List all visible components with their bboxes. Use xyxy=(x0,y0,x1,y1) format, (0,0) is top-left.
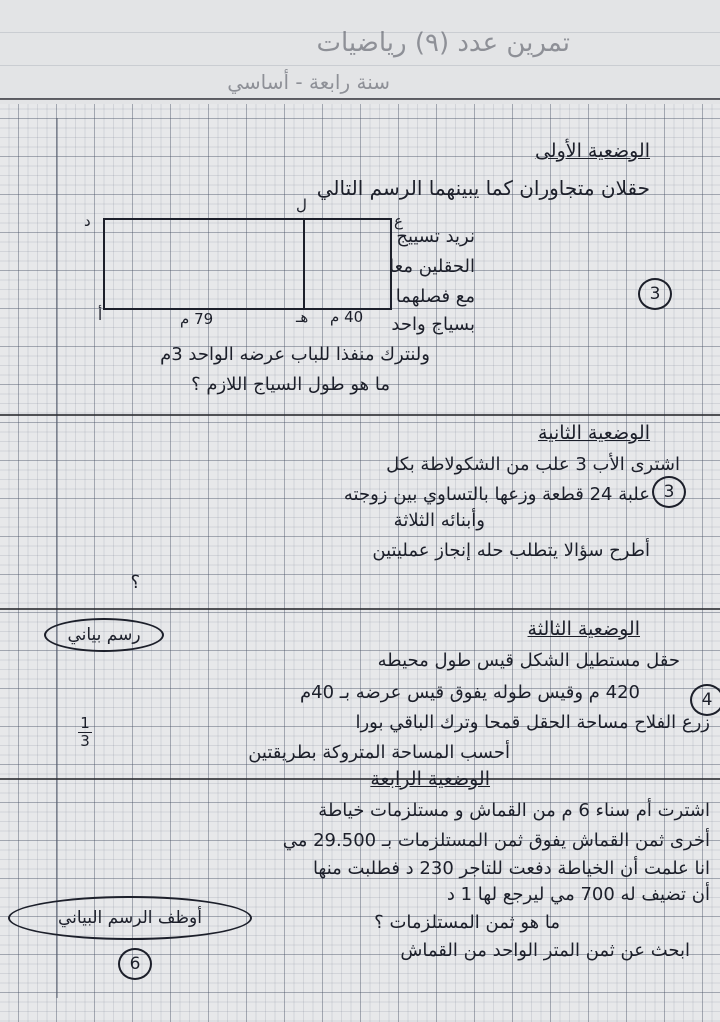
field-divider xyxy=(303,218,305,308)
situation3-line1: حقل مستطيل الشكل قيس طول محيطه xyxy=(377,650,680,671)
situation4-line4: أن تضيف له 700 مي ليرجع لها 1 د xyxy=(446,884,710,905)
situation2-line2: علبة 24 قطعة وزعها بالتساوي بين زوجته xyxy=(343,484,650,505)
situation1-side1: نريد تسييج xyxy=(396,226,475,247)
situation3-line2: 420 م وقيس طوله يفوق قيس عرضه بـ 40م xyxy=(299,682,640,703)
length-right: 40 م xyxy=(330,308,364,326)
situation1-side4: بسياج واحد xyxy=(391,314,475,335)
corner-d: د xyxy=(84,212,91,230)
situation3-fraction xyxy=(78,716,92,749)
situation3-heading: الوضعية الثالثة xyxy=(527,618,640,640)
divider-3 xyxy=(0,778,720,780)
situation2-heading: الوضعية الثانية xyxy=(538,422,650,444)
situation2-line4: أطرح سؤالا يتطلب حله إنجاز عمليتين xyxy=(372,540,650,561)
situation4-line6: ابحث عن ثمن المتر الواحد من القماش xyxy=(400,940,690,961)
situation4-heading: الوضعية الرابعة xyxy=(370,768,490,790)
fraction-denominator: 3 xyxy=(80,732,90,750)
page-title: تمرين عدد (٩) رياضيات xyxy=(316,28,570,58)
fraction-numerator: 1 xyxy=(80,714,90,732)
field-rectangle xyxy=(103,218,392,310)
situation1-bottom2: ما هو طول السياج اللازم ؟ xyxy=(191,374,390,395)
margin-line xyxy=(56,118,58,998)
situation1-line1: حقلان متجاوران كما يبينهما الرسم التالي xyxy=(316,176,650,200)
corner-mid: هـ xyxy=(296,308,309,326)
situation1-bottom1: ولنترك منفذا للباب عرضه الواحد 3م xyxy=(160,344,430,365)
situation4-line1: اشترت أم سناء 6 م من القماش و مستلزمات خياطة xyxy=(318,800,710,821)
length-left: 79 م xyxy=(180,310,214,328)
divider-2 xyxy=(0,608,720,610)
situation1-side3: مع فصلهما xyxy=(395,286,475,307)
situation1-score: 3 xyxy=(638,278,672,310)
situation3-score: 4 xyxy=(690,684,720,716)
situation2-line3: وأبنائه الثلاثة xyxy=(393,510,485,531)
corner-top: ل xyxy=(296,196,307,214)
situation3-line4: أحسب المساحة المتروكة بطريقتين xyxy=(248,742,510,763)
situation3-line3: زرع الفلاح مساحة الحقل قمحا وترك الباقي بورا xyxy=(355,712,710,733)
situation4-oval-label: أوظف الرسم البياني xyxy=(8,896,252,940)
situation1-side2: الحقلين معا xyxy=(389,256,475,277)
situation4-line2: أخرى ثمن القماش يفوق ثمن المستلزمات بـ 29.500 مي xyxy=(282,830,710,851)
situation2-line1: اشترى الأب 3 علب من الشكولاطة بكل xyxy=(386,454,680,475)
page-subtitle: سنة رابعة - أساسي xyxy=(227,70,390,94)
situation3-oval-label: رسم بياني xyxy=(44,618,164,652)
situation2-line5: ؟ xyxy=(130,572,140,593)
header-divider xyxy=(0,98,720,100)
corner-a: أ xyxy=(98,306,103,324)
situation1-heading: الوضعية الأولى xyxy=(534,140,650,162)
divider-1 xyxy=(0,414,720,416)
corner-e: ع xyxy=(394,212,403,230)
situation4-score: 6 xyxy=(118,948,152,980)
situation4-line3: انا علمت أن الخياطة دفعت للتاجر 230 د فطلبت منها xyxy=(312,858,710,879)
situation2-score: 3 xyxy=(652,476,686,508)
situation4-line5: ما هو ثمن المستلزمات ؟ xyxy=(374,912,560,933)
